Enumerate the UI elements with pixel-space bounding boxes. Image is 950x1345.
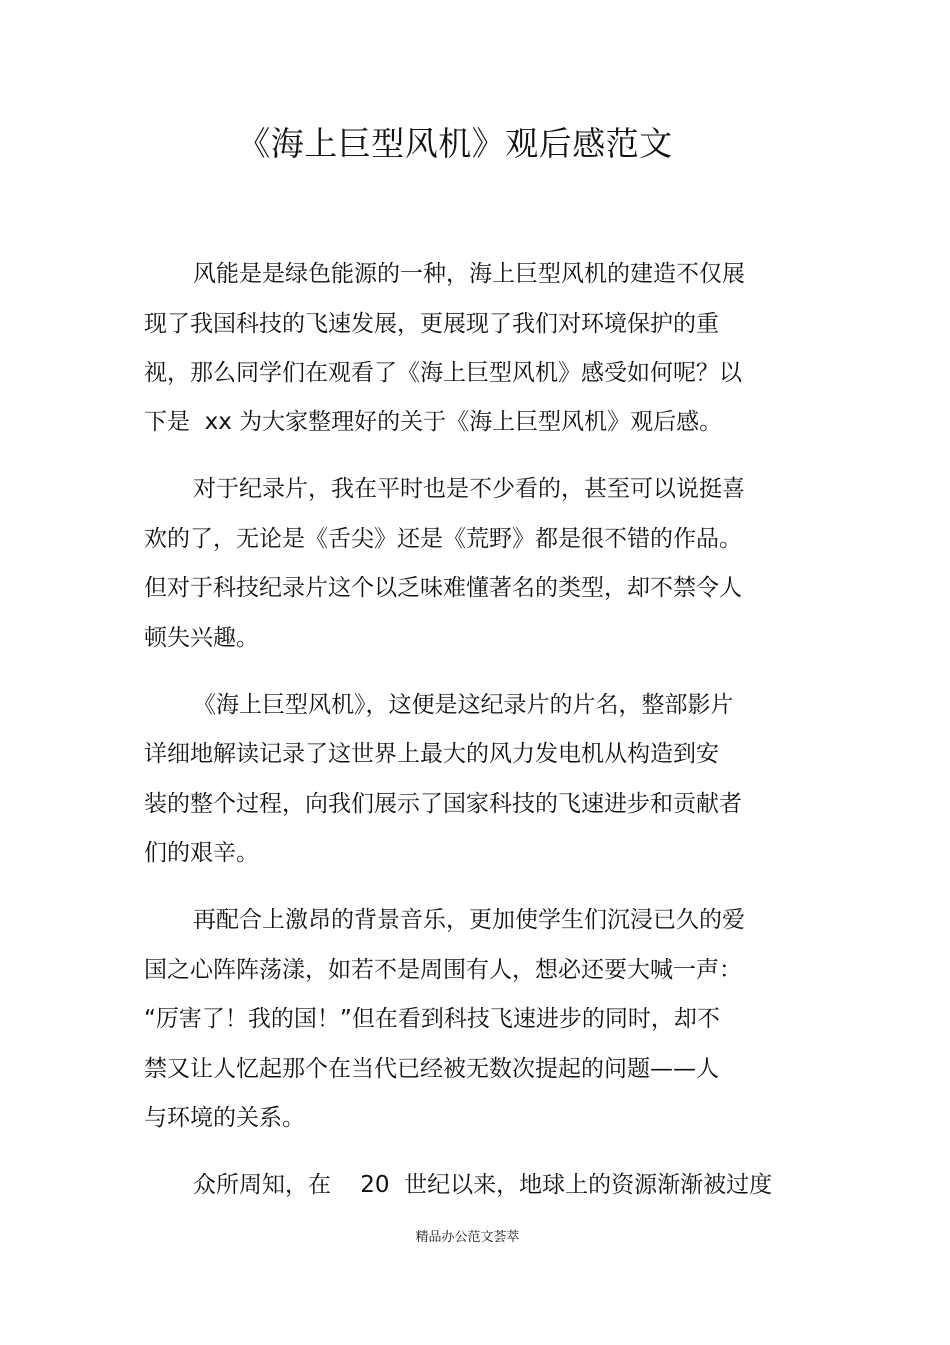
paragraph-line: 与环境的关系。 [144,1105,305,1131]
paragraph-line: 视，那么同学们在观看了《海上巨型风机》感受如何呢？以 [144,360,742,386]
paragraph-line: “厉害了！我的国！”但在看到科技飞速进步的同时，却不 [144,1006,720,1032]
paragraph-line: 装的整个过程，向我们展示了国家科技的飞速进步和贡献者 [144,791,742,817]
page-title: 《海上巨型风机》观后感范文 [237,124,673,163]
paragraph-line: 欢的了，无论是《舌尖》还是《荒野》都是很不错的作品。 [144,526,742,552]
paragraph-line: 《海上巨型风机》，这便是这纪录片的片名，整部影片 [193,692,734,718]
paragraph-line: 众所周知，在 20 世纪以来，地球上的资源渐渐被过度 [193,1172,773,1198]
paragraph-line: 详细地解读记录了这世界上最大的风力发电机从构造到安 [144,741,719,767]
paragraph-line: 们的艰辛。 [144,840,259,866]
paragraph-line: 现了我国科技的飞速发展，更展现了我们对环境保护的重 [144,311,719,337]
paragraph-line: 但对于科技纪录片这个以乏味难懂著名的类型，却不禁令人 [144,575,742,601]
paragraph-line: 对于纪录片，我在平时也是不少看的，甚至可以说挺喜 [193,476,745,502]
page-footer: 精品办公范文荟萃 [415,1230,520,1245]
paragraph-line: 禁又让人忆起那个在当代已经被无数次提起的问题——人 [144,1056,719,1082]
paragraph-line: 顿失兴趣。 [144,625,259,651]
paragraph-line: 再配合上激昂的背景音乐，更加使学生们沉浸已久的爱 [193,907,745,933]
paragraph-line: 风能是是绿色能源的一种，海上巨型风机的建造不仅展 [193,261,745,287]
paragraph-line: 下是 xx 为大家整理好的关于《海上巨型风机》观后感。 [144,409,723,435]
paragraph-line: 国之心阵阵荡漾，如若不是周围有人，想必还要大喊一声： [144,957,742,983]
